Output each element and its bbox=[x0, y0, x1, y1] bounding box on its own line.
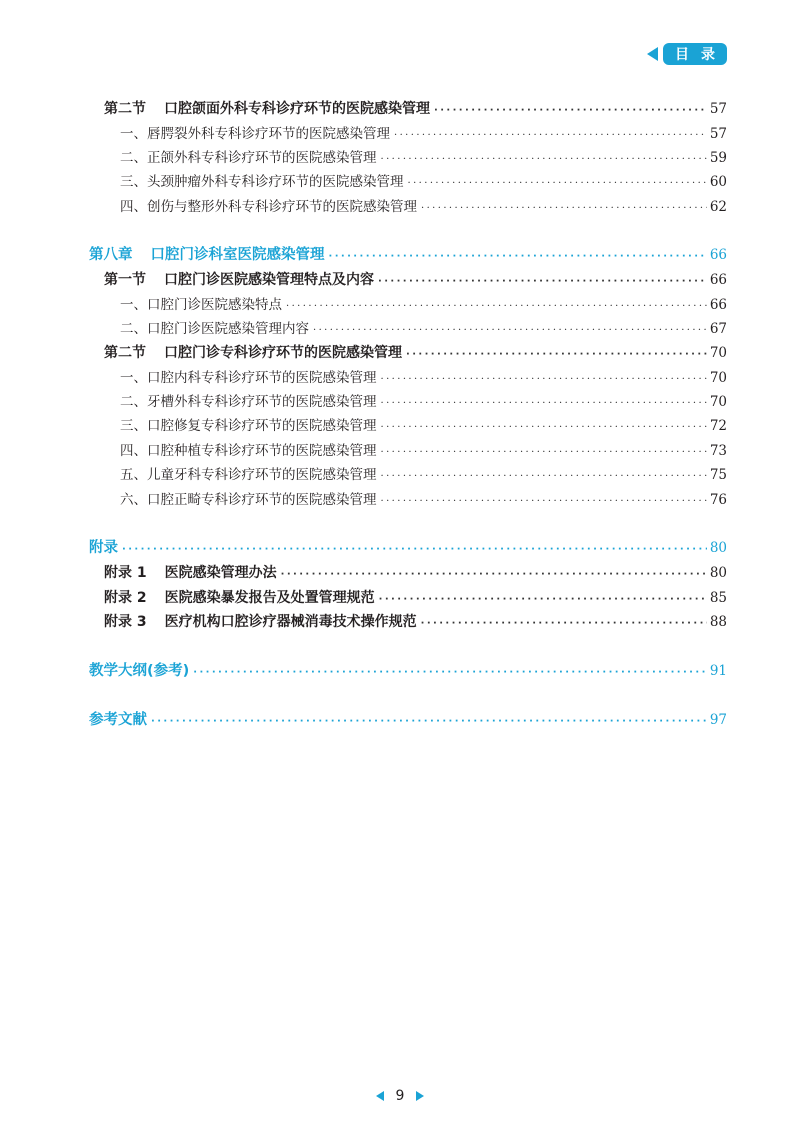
toc-entry-title: 三、头颈肿瘤外科专科诊疗环节的医院感染管理 bbox=[120, 174, 404, 190]
leader-dots bbox=[379, 589, 707, 611]
toc-entry[interactable] bbox=[120, 123, 727, 145]
toc-entry[interactable] bbox=[120, 147, 727, 169]
leader-dots bbox=[421, 198, 707, 220]
toc-entry-page: 70 bbox=[709, 394, 727, 410]
toc-entry[interactable] bbox=[120, 367, 727, 389]
leader-dots bbox=[381, 393, 707, 415]
leader-dots bbox=[381, 417, 707, 439]
toc-chapter-page: 91 bbox=[709, 663, 727, 679]
toc-chapter-page: 80 bbox=[709, 540, 727, 556]
toc-entry-label: 附录 2 bbox=[104, 590, 147, 606]
toc-chapter-title: 口腔门诊科室医院感染管理 bbox=[150, 247, 325, 263]
toc-entry-page: 75 bbox=[709, 467, 727, 483]
toc-entry-page: 80 bbox=[709, 565, 727, 581]
leader-dots bbox=[408, 173, 707, 195]
previous-page-icon[interactable] bbox=[376, 1091, 384, 1101]
toc-entry-title: 一、唇腭裂外科专科诊疗环节的医院感染管理 bbox=[120, 126, 390, 142]
toc-entry[interactable] bbox=[104, 269, 727, 291]
toc-entry-page: 59 bbox=[709, 150, 727, 166]
toc-entry-title: 一、口腔内科专科诊疗环节的医院感染管理 bbox=[120, 370, 377, 386]
leader-dots bbox=[381, 149, 707, 171]
header-char-2: 录 bbox=[701, 47, 715, 63]
toc-entry-page: 57 bbox=[709, 101, 727, 117]
toc-entry-page: 73 bbox=[709, 443, 727, 459]
leader-dots bbox=[381, 442, 707, 464]
toc-entry-title: 口腔门诊医院感染管理特点及内容 bbox=[164, 272, 374, 288]
toc-entry-page: 66 bbox=[709, 272, 727, 288]
toc-entry-title: 三、口腔修复专科诊疗环节的医院感染管理 bbox=[120, 418, 377, 434]
toc-entry[interactable] bbox=[104, 611, 727, 633]
toc-entry-page: 62 bbox=[709, 199, 727, 215]
toc-entry-label: 第二节 bbox=[104, 101, 146, 117]
leader-dots bbox=[151, 711, 707, 733]
toc-entry-page: 72 bbox=[709, 418, 727, 434]
leader-dots bbox=[193, 662, 707, 684]
toc-entry-page: 85 bbox=[709, 590, 727, 606]
leader-dots bbox=[381, 369, 707, 391]
toc-entry-title: 医院感染管理办法 bbox=[164, 565, 277, 581]
toc-entry[interactable] bbox=[104, 587, 727, 609]
toc-chapter[interactable] bbox=[89, 244, 727, 266]
toc-entry[interactable] bbox=[104, 342, 727, 364]
leader-dots bbox=[313, 320, 707, 342]
leader-dots bbox=[378, 271, 707, 293]
toc-entry-page: 70 bbox=[709, 345, 727, 361]
toc-entry[interactable] bbox=[120, 415, 727, 437]
toc-entry[interactable] bbox=[120, 171, 727, 193]
leader-dots bbox=[281, 564, 707, 586]
toc-chapter-title: 参考文献 bbox=[89, 712, 147, 728]
toc-entry-title: 一、口腔门诊医院感染特点 bbox=[120, 297, 282, 313]
page-footer bbox=[0, 1088, 800, 1104]
toc-chapter-label: 第八章 bbox=[89, 247, 133, 263]
toc-chapter-page: 97 bbox=[709, 712, 727, 728]
toc-entry-title: 四、创伤与整形外科专科诊疗环节的医院感染管理 bbox=[120, 199, 417, 215]
toc-entry-title: 医院感染暴发报告及处置管理规范 bbox=[164, 590, 375, 606]
toc-entry-page: 88 bbox=[709, 614, 727, 630]
toc-chapter[interactable] bbox=[89, 709, 727, 731]
toc-entry-title: 口腔门诊专科诊疗环节的医院感染管理 bbox=[164, 345, 402, 361]
toc-entry-title: 二、口腔门诊医院感染管理内容 bbox=[120, 321, 309, 337]
toc-chapter-title: 附录 bbox=[89, 540, 118, 556]
toc-entry-label: 第一节 bbox=[104, 272, 146, 288]
toc-chapter-page: 66 bbox=[709, 247, 727, 263]
leader-dots bbox=[286, 296, 707, 318]
leader-dots bbox=[381, 491, 707, 513]
toc-entry[interactable] bbox=[120, 391, 727, 413]
next-page-icon[interactable] bbox=[416, 1091, 424, 1101]
toc-chapter-title: 教学大纲(参考) bbox=[89, 663, 190, 679]
toc-entry-title: 二、牙槽外科专科诊疗环节的医院感染管理 bbox=[120, 394, 377, 410]
toc-entry-page: 70 bbox=[709, 370, 727, 386]
toc-chapter[interactable] bbox=[89, 660, 727, 682]
toc-entry-label: 附录 1 bbox=[104, 565, 147, 581]
leader-dots bbox=[406, 344, 707, 366]
toc-entry-title: 医疗机构口腔诊疗器械消毒技术操作规范 bbox=[164, 614, 417, 630]
toc-entry-page: 66 bbox=[709, 297, 727, 313]
toc-entry[interactable] bbox=[120, 489, 727, 511]
toc-header-badge bbox=[663, 43, 727, 65]
leader-dots bbox=[381, 466, 707, 488]
toc-entry-title: 五、儿童牙科专科诊疗环节的医院感染管理 bbox=[120, 467, 377, 483]
toc-entry-label: 附录 3 bbox=[104, 614, 147, 630]
toc-entry-page: 67 bbox=[709, 321, 727, 337]
toc-entry[interactable] bbox=[120, 318, 727, 340]
toc-entry[interactable] bbox=[120, 294, 727, 316]
toc-entry-title: 口腔颌面外科专科诊疗环节的医院感染管理 bbox=[164, 101, 430, 117]
leader-dots bbox=[434, 100, 707, 122]
toc-entry[interactable] bbox=[104, 562, 727, 584]
toc-entry-title: 四、口腔种植专科诊疗环节的医院感染管理 bbox=[120, 443, 377, 459]
page-number: 9 bbox=[395, 1088, 405, 1104]
toc-entry-page: 57 bbox=[709, 126, 727, 142]
leader-dots bbox=[421, 613, 707, 635]
toc-entry[interactable] bbox=[120, 440, 727, 462]
toc-chapter[interactable] bbox=[89, 537, 727, 559]
leader-dots bbox=[329, 246, 707, 268]
toc-entry-page: 76 bbox=[709, 492, 727, 508]
header-char-1: 目 bbox=[675, 47, 689, 63]
toc-entry[interactable] bbox=[120, 464, 727, 486]
toc-entry-title: 六、口腔正畸专科诊疗环节的医院感染管理 bbox=[120, 492, 377, 508]
leader-dots bbox=[122, 539, 707, 561]
toc-entry[interactable] bbox=[104, 98, 727, 120]
toc-entry-page: 60 bbox=[709, 174, 727, 190]
toc-entry-title: 二、正颌外科专科诊疗环节的医院感染管理 bbox=[120, 150, 377, 166]
toc-entry[interactable] bbox=[120, 196, 727, 218]
leader-dots bbox=[394, 125, 707, 147]
toc-header bbox=[647, 43, 727, 65]
triangle-left-icon bbox=[647, 47, 658, 61]
toc-entry-label: 第二节 bbox=[104, 345, 146, 361]
